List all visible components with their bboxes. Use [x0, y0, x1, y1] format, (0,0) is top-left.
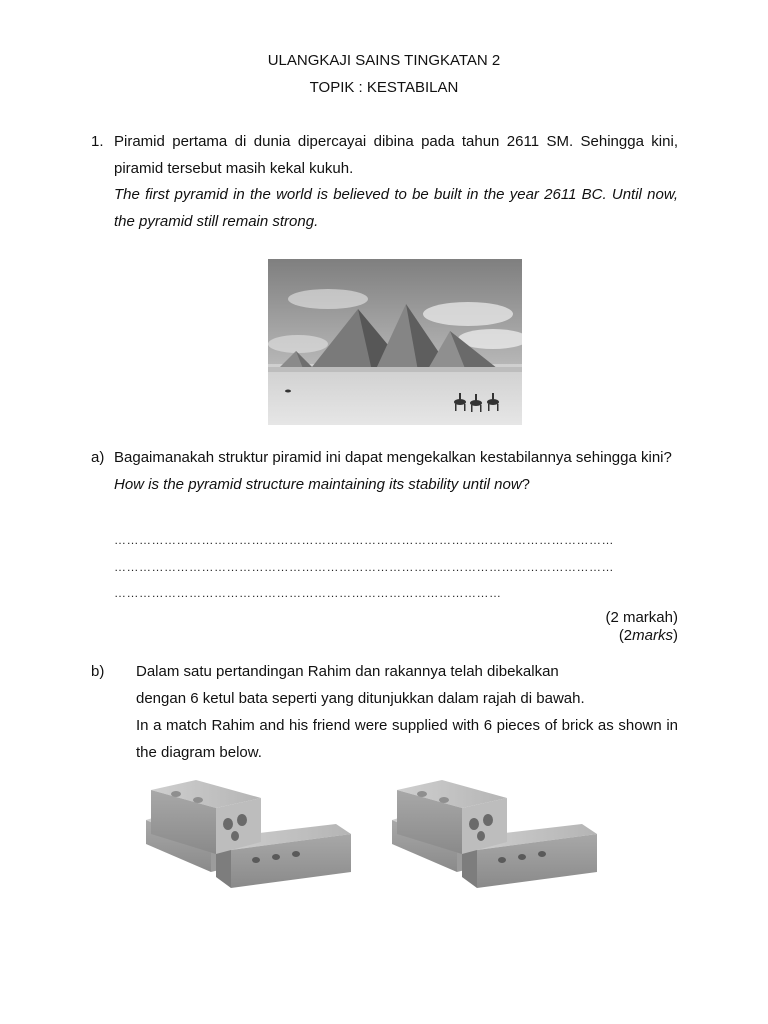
question-a-english [114, 476, 530, 494]
question-b-malay-line1: Dalam satu pertandingan Rahim dan rakannya telah dibekalkan [136, 663, 559, 680]
question-1-number: 1. [91, 133, 104, 150]
question-1-malay-line1: Piramid pertama di dunia dipercayai dibina pada tahun 2611 SM. Sehingga kini, [114, 133, 678, 150]
worksheet-title: ULANGKAJI SAINS TINGKATAN 2 [267, 52, 501, 69]
answer-line-1[interactable]: ………………………………………………………………………………………………………… [114, 533, 614, 547]
marks-english-word: marks [632, 627, 673, 644]
marks-malay: (2 markah) [605, 609, 678, 626]
marks-english-post: ) [673, 627, 678, 644]
marks-english [500, 627, 678, 645]
answer-line-3[interactable]: ………………………………………………………………………………… [114, 586, 502, 600]
question-b-english-line2: the diagram below. [136, 744, 262, 761]
question-b-label: b) [91, 663, 105, 680]
worksheet-topic: TOPIK : KESTABILAN [309, 79, 459, 96]
question-1-english-line2: the pyramid still remain strong. [114, 213, 319, 230]
question-b-english-line1: In a match Rahim and his friend were supplied with 6 pieces of brick as shown in [136, 717, 678, 734]
pyramids-photo [268, 259, 522, 425]
question-a-malay: Bagaimanakah struktur piramid ini dapat mengekalkan kestabilannya sehingga kini? [114, 449, 672, 466]
question-a-label: a) [91, 449, 105, 466]
bricks-photo [136, 772, 606, 904]
question-a-question-mark: ? [521, 476, 531, 493]
marks-english-pre: (2 [618, 627, 633, 644]
answer-line-2[interactable]: ………………………………………………………………………………………………………… [114, 560, 614, 574]
question-1-english-line1: The first pyramid in the world is believed to be built in the year 2611 BC. Until now, [114, 186, 678, 203]
question-b-malay-line2: dengan 6 ketul bata seperti yang ditunjukkan dalam rajah di bawah. [136, 690, 585, 707]
question-1-malay-line2: piramid tersebut masih kekal kukuh. [114, 160, 354, 177]
question-a-english-text: How is the pyramid structure maintaining its stability until now [114, 476, 522, 493]
